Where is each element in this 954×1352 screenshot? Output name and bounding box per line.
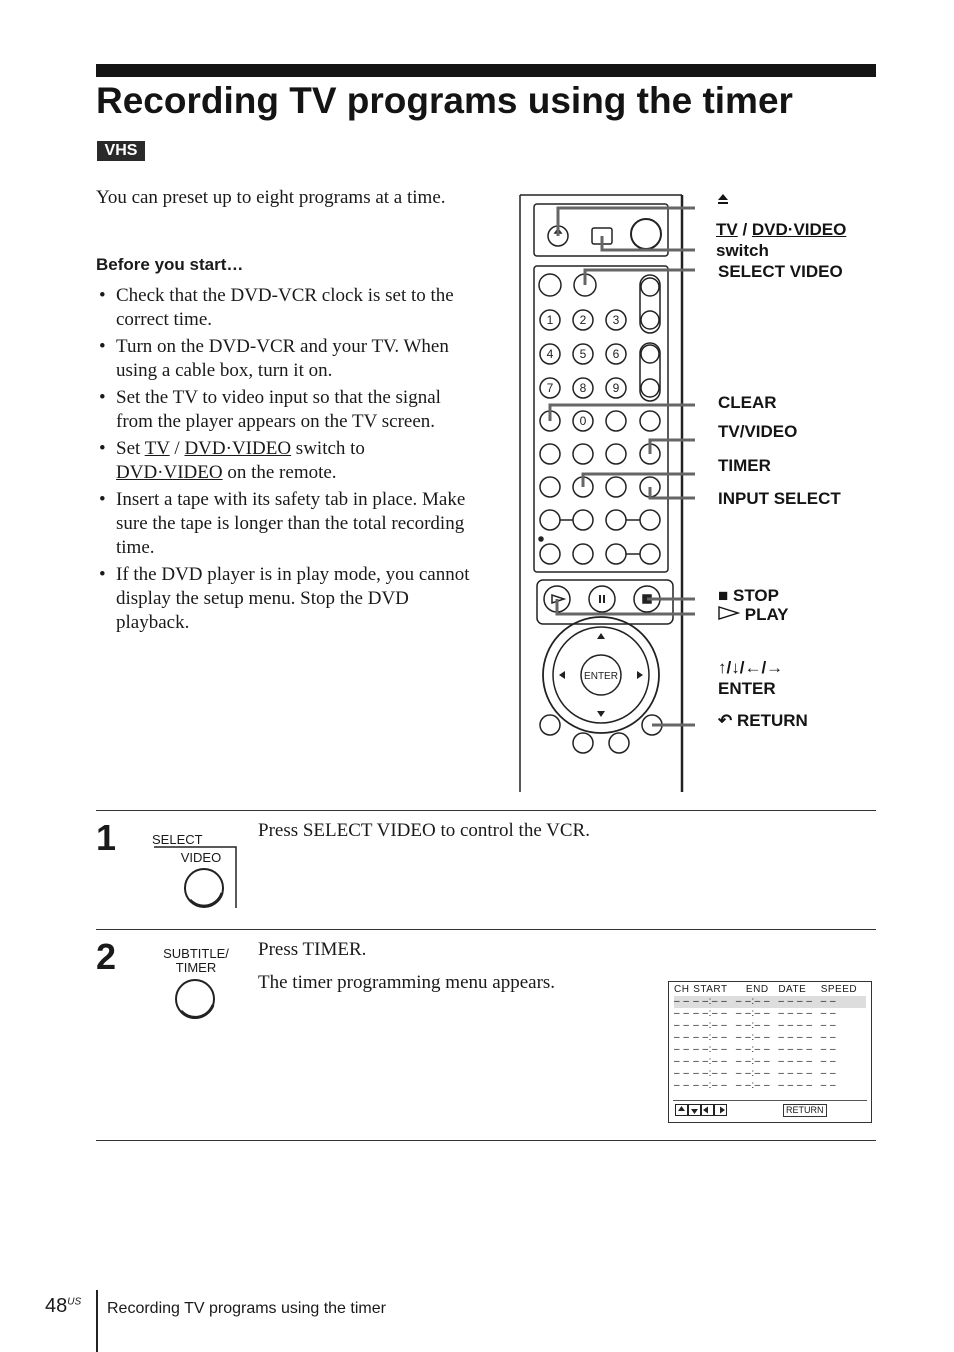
text: /	[737, 220, 752, 239]
cell: – –:– –	[735, 1068, 771, 1079]
cell: – –:– –	[693, 996, 736, 1008]
num-4-label: 4	[546, 347, 554, 361]
num-7-label: 7	[546, 381, 554, 395]
arrows-label: ↑/↓/←/→	[718, 658, 784, 677]
dvd-video-term: DVD·VIDEO	[751, 220, 847, 239]
cell: – – – –	[778, 1020, 813, 1031]
timer-table	[674, 984, 866, 1092]
table-row[interactable]	[674, 1044, 866, 1056]
cell: – –	[674, 1008, 690, 1019]
footer-divider	[96, 1290, 98, 1352]
intro-text: You can preset up to eight programs at a time.	[96, 187, 446, 208]
text: 48	[45, 1295, 68, 1317]
stop-label	[718, 586, 779, 606]
enter-button-label: ENTER	[584, 671, 618, 682]
play-icon	[718, 606, 740, 620]
timer-button-caption: TIMER	[175, 960, 217, 975]
subtitle-button-caption: SUBTITLE/	[163, 946, 229, 961]
num-2-label: 2	[579, 313, 587, 327]
select-button-caption: SELECT	[152, 832, 203, 847]
tv-video-label: TV/VIDEO	[718, 422, 798, 441]
cell: – –	[820, 1068, 837, 1079]
text: Set	[116, 438, 145, 459]
step-1-text: Press SELECT VIDEO to control the VCR.	[258, 820, 590, 841]
dvd-video-term: DVD·VIDEO	[184, 438, 292, 459]
eject-icon	[716, 192, 730, 206]
text: /	[169, 438, 185, 459]
table-row[interactable]	[674, 1080, 866, 1092]
header-rule	[96, 64, 876, 77]
arrow-keys-icon	[675, 1104, 729, 1116]
table-row[interactable]	[674, 1056, 866, 1068]
cell: – –	[820, 1056, 837, 1067]
vhs-badge: VHS	[97, 141, 145, 161]
cell: – –:– –	[693, 1008, 728, 1019]
cell: – –	[674, 1032, 690, 1043]
col-header: SPEED	[820, 984, 858, 995]
return-icon: ↶	[718, 711, 733, 730]
video-button-caption: VIDEO	[180, 850, 222, 865]
prep-list	[96, 284, 476, 638]
tv-term: TV	[144, 438, 170, 459]
step-2-result-text: The timer programming menu appears.	[258, 972, 556, 993]
select-video-label: SELECT VIDEO	[718, 262, 843, 281]
cell: – –:– –	[693, 1032, 728, 1043]
dvd-video-term: DVD·VIDEO	[116, 462, 223, 483]
timer-label: TIMER	[718, 456, 771, 475]
text: on the remote.	[222, 462, 337, 483]
num-0-label: 0	[579, 414, 587, 428]
cell: – –	[820, 1080, 837, 1091]
cell: – –:– –	[735, 1032, 771, 1043]
cell: – –:– –	[735, 1080, 771, 1091]
cell: – –:– –	[736, 996, 778, 1008]
eject-label	[716, 191, 730, 211]
cell: – –	[820, 1008, 837, 1019]
arrow-keys-hint	[675, 1104, 729, 1119]
table-header	[674, 984, 866, 996]
page-number	[45, 1295, 81, 1318]
col-header: CH	[674, 984, 690, 995]
cell: – –:– –	[693, 1044, 728, 1055]
step-divider	[96, 929, 876, 930]
table-row[interactable]	[674, 1032, 866, 1044]
switch-label: switch	[716, 241, 769, 260]
footer-title: Recording TV programs using the timer	[107, 1300, 386, 1317]
cell: – –:– –	[693, 1068, 728, 1079]
step-2-number: 2	[96, 936, 117, 977]
cell: – –	[820, 1020, 837, 1031]
cell: – –:– –	[735, 1008, 771, 1019]
cell: – –:– –	[693, 1080, 728, 1091]
tv-term: TV	[716, 220, 738, 239]
timer-programming-menu	[668, 981, 872, 1123]
cell: – –:– –	[693, 1056, 728, 1067]
text: STOP	[733, 586, 779, 605]
table-row[interactable]	[674, 1020, 866, 1032]
step-divider	[96, 810, 876, 811]
table-row[interactable]	[674, 996, 866, 1008]
text: RETURN	[736, 711, 808, 730]
cell: – –:– –	[693, 1020, 728, 1031]
list-item: • If the DVD player is in play mode, you cannot display the setup menu. Stop the DVD playback.	[96, 563, 476, 635]
remote-control-illustration	[515, 190, 695, 795]
cell: – – – –	[778, 1068, 813, 1079]
num-5-label: 5	[579, 347, 587, 361]
col-header: START	[693, 984, 728, 995]
num-9-label: 9	[612, 381, 620, 395]
return-label	[718, 711, 808, 731]
cell: – –:– –	[735, 1044, 771, 1055]
stop-icon: ■	[718, 586, 729, 605]
menu-divider	[673, 1100, 867, 1101]
play-label	[718, 605, 789, 625]
clear-label: CLEAR	[718, 393, 777, 412]
num-3-label: 3	[612, 313, 620, 327]
cell: – –	[674, 1080, 690, 1091]
step-1-number: 1	[96, 817, 117, 858]
return-hint: RETURN	[783, 1104, 827, 1117]
select-video-button-icon	[150, 843, 242, 913]
cell: – –	[674, 1068, 690, 1079]
cell: – – – –	[778, 996, 820, 1008]
list-item: • Insert a tape with its safety tab in place. Make sure the tape is longer than the total recording time.	[96, 488, 476, 560]
list-item: • Set the TV to video input so that the signal from the player appears on the TV screen.	[96, 386, 476, 434]
step-2-text: Press TIMER.	[258, 939, 367, 960]
table-row[interactable]	[674, 1008, 866, 1020]
cell: – –:– –	[735, 1020, 771, 1031]
text: PLAY	[744, 605, 789, 624]
cell: – – – –	[778, 1056, 813, 1067]
cell: – – – –	[778, 1044, 813, 1055]
list-item: • Turn on the DVD-VCR and your TV. When using a cable box, turn it on.	[96, 335, 476, 383]
cell: – – – –	[778, 1080, 813, 1091]
timer-button-icon	[170, 975, 220, 1025]
cell: – –	[674, 1020, 690, 1031]
cell: – –	[821, 996, 866, 1008]
cell: – –	[674, 1056, 690, 1067]
enter-label: ENTER	[718, 679, 776, 698]
cell: – –	[820, 1032, 837, 1043]
section-end-rule	[96, 1140, 876, 1141]
cell: – – – –	[778, 1008, 813, 1019]
num-8-label: 8	[579, 381, 587, 395]
list-item	[96, 437, 476, 485]
input-select-label: INPUT SELECT	[718, 489, 841, 508]
cell: – –	[674, 1044, 690, 1055]
before-heading: Before you start…	[96, 255, 244, 274]
cell: – –:– –	[735, 1056, 771, 1067]
cell: – – – –	[778, 1032, 813, 1043]
list-item: • Check that the DVD-VCR clock is set to the correct time.	[96, 284, 476, 332]
cell: – –	[674, 996, 693, 1008]
num-1-label: 1	[546, 313, 554, 327]
table-row[interactable]	[674, 1068, 866, 1080]
col-header: DATE	[778, 984, 807, 995]
region-superscript: US	[67, 1296, 82, 1308]
num-6-label: 6	[612, 347, 620, 361]
page-title: Recording TV programs using the timer	[96, 80, 793, 121]
cell: – –	[820, 1044, 837, 1055]
text: switch to	[291, 438, 365, 459]
col-header: END	[745, 984, 769, 995]
tv-dvd-switch-label	[716, 220, 846, 240]
